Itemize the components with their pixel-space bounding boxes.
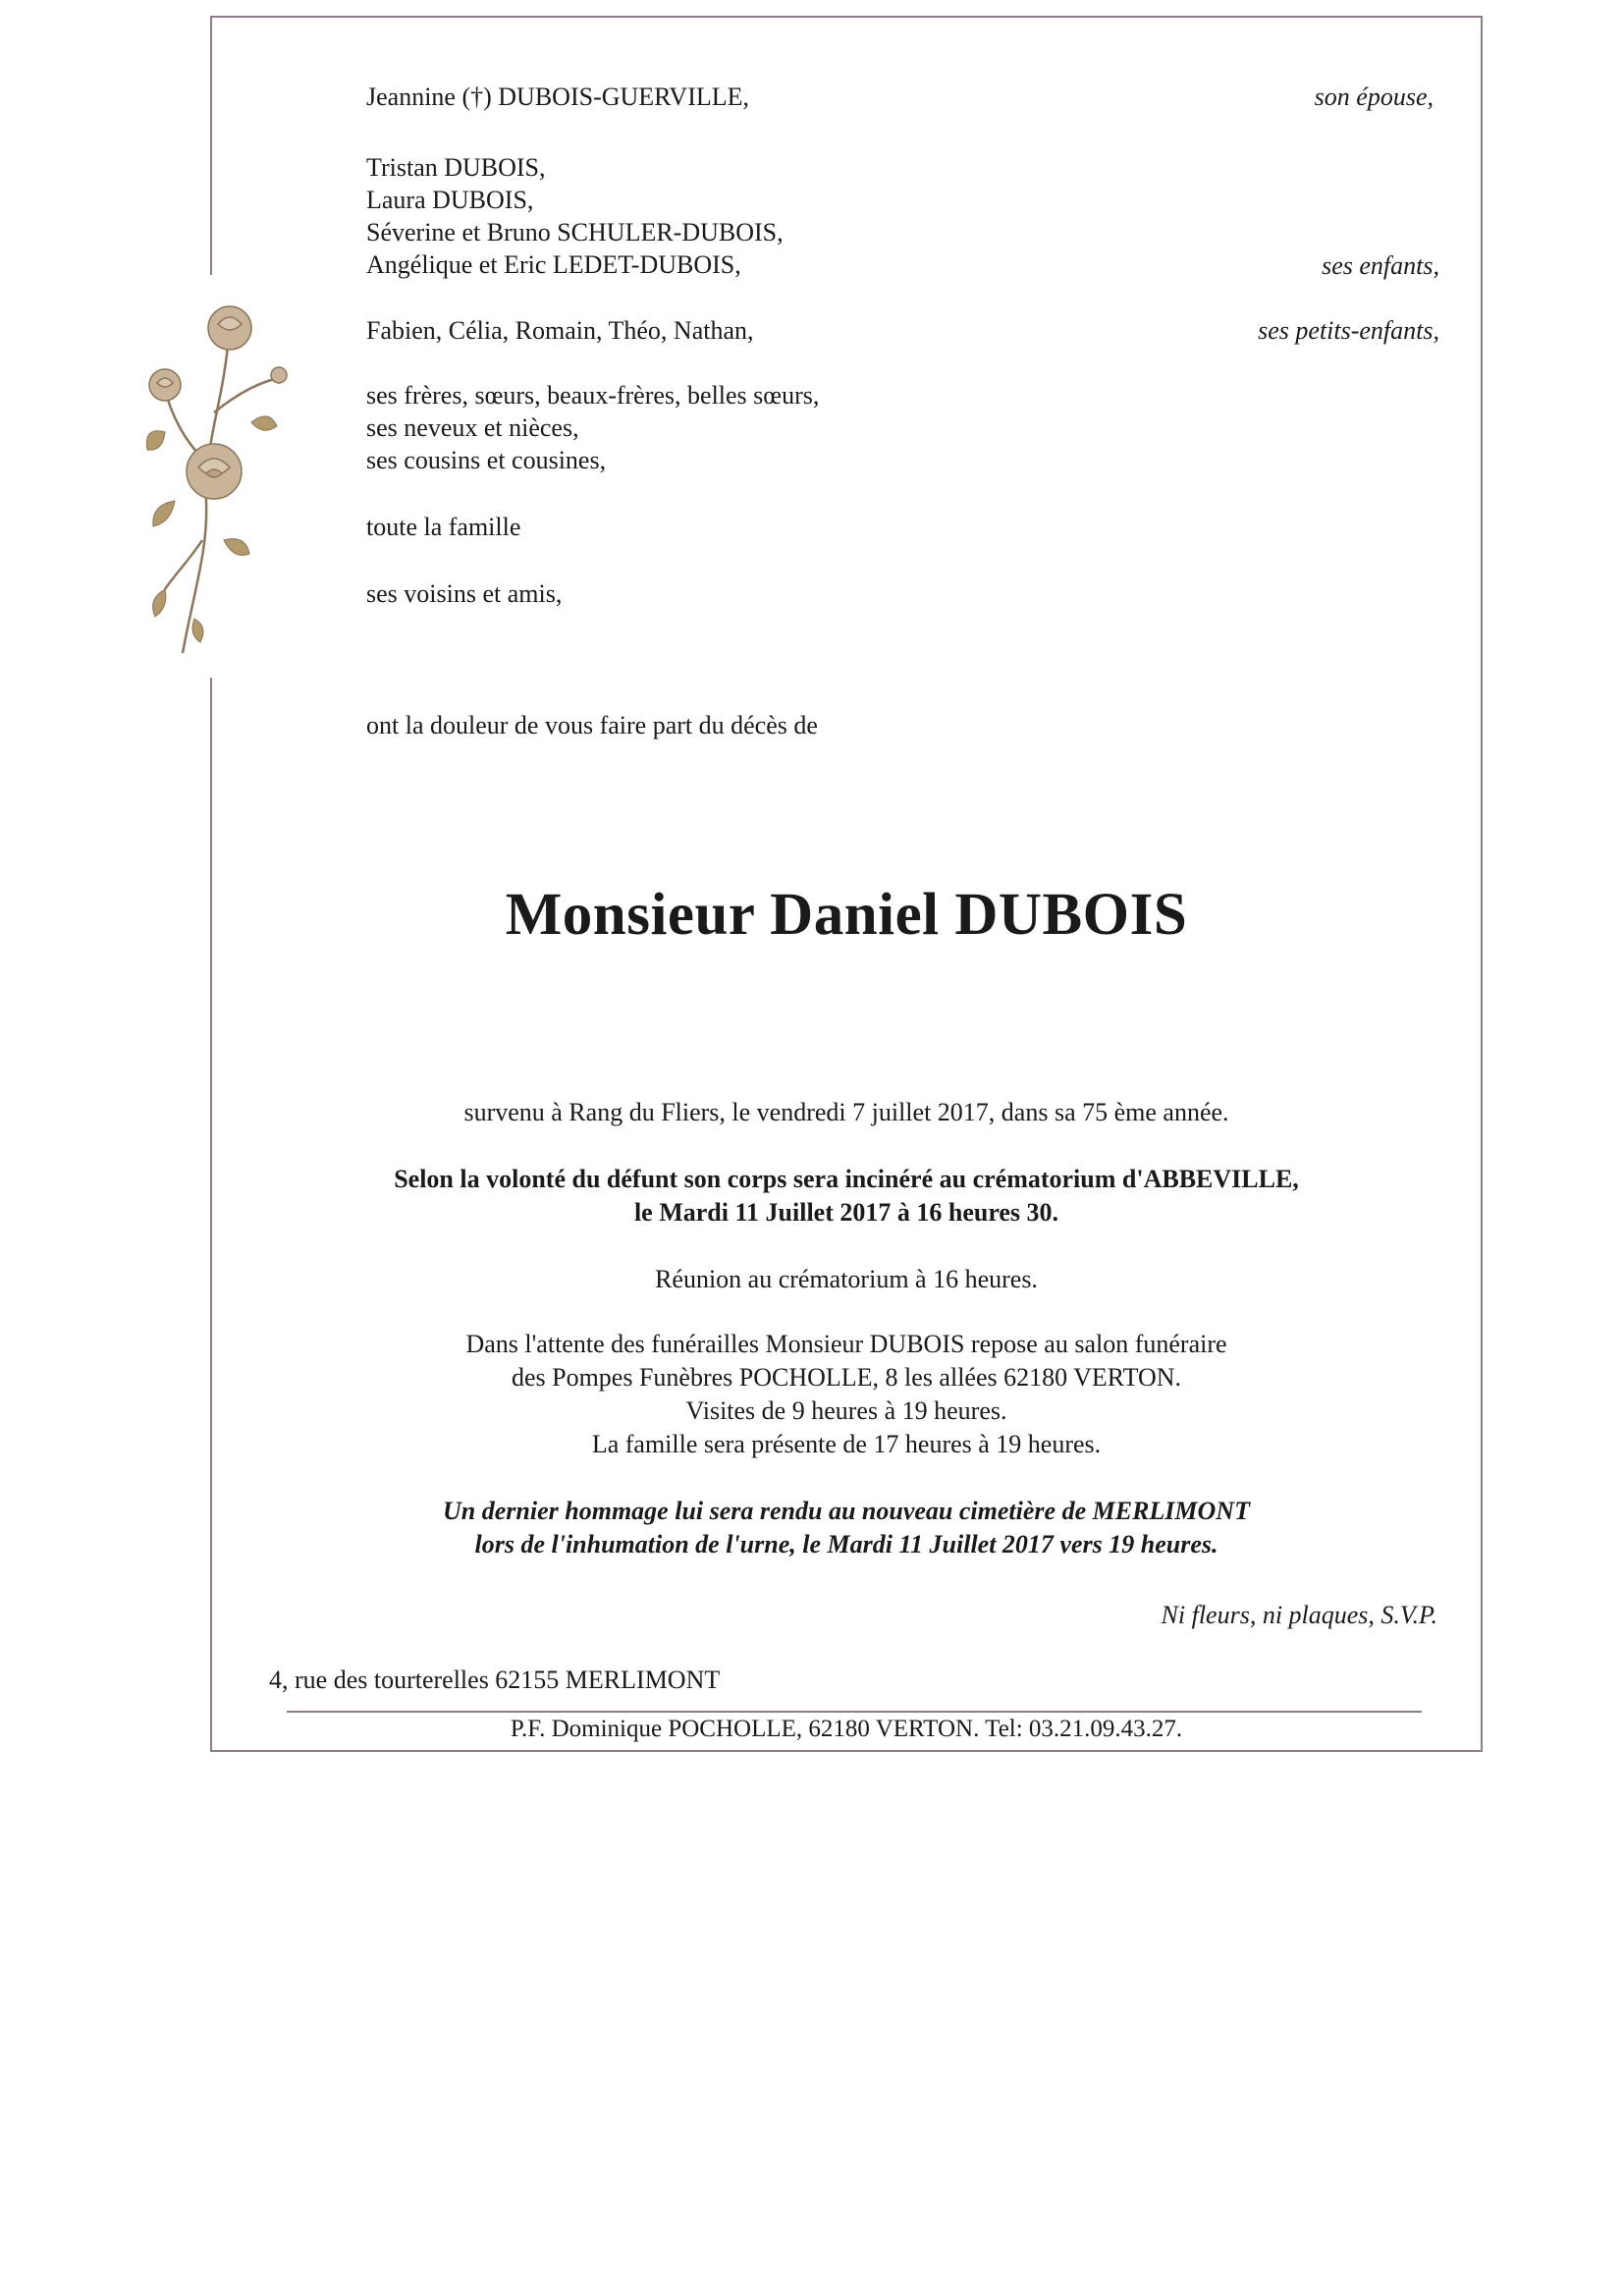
spouse-name: Jeannine (†) DUBOIS-GUERVILLE, [366,82,749,111]
grandchildren-relation: ses petits-enfants, [1258,316,1439,345]
child-4: Angélique et Eric LEDET-DUBOIS, [366,250,741,279]
deceased-name: Monsieur Daniel DUBOIS [505,882,1188,948]
rose-icon [135,295,293,658]
meeting-info: Réunion au crématorium à 16 heures. [655,1265,1038,1293]
relatives-3: ses cousins et cousines, [366,446,607,474]
tribute-1: Un dernier hommage lui sera rendu au nouveau cimetière de MERLIMONT [443,1497,1250,1525]
children-relation: ses enfants, [1322,251,1439,280]
cremation-line-1: Selon la volonté du défunt son corps sera incinéré au crématorium d'ABBEVILLE, [394,1165,1299,1193]
announcement: ont la douleur de vous faire part du décès de [366,711,818,739]
neighbors: ses voisins et amis, [366,579,563,608]
address: 4, rue des tourterelles 62155 MERLIMONT [269,1666,721,1694]
child-2: Laura DUBOIS, [366,186,534,214]
death-info: survenu à Rang du Fliers, le vendredi 7 juillet 2017, dans sa 75 ème année. [463,1098,1229,1126]
relatives-2: ses neveux et nièces, [366,413,579,442]
funeral-home-4: La famille sera présente de 17 heures à 19 heures. [591,1430,1102,1458]
funeral-home-3: Visites de 9 heures à 19 heures. [685,1396,1007,1425]
no-flowers: Ni fleurs, ni plaques, S.V.P. [1161,1601,1437,1629]
footer-contact: P.F. Dominique POCHOLLE, 62180 VERTON. Tel: 03.21.09.43.27. [510,1716,1183,1742]
grandchildren: Fabien, Célia, Romain, Théo, Nathan, [366,316,754,345]
spouse-relation: son épouse, [1314,82,1434,111]
cremation-line-2: le Mardi 11 Juillet 2017 à 16 heures 30. [633,1198,1059,1227]
child-1: Tristan DUBOIS, [366,153,546,182]
funeral-home-2: des Pompes Funèbres POCHOLLE, 8 les allées 62180 VERTON. [511,1363,1182,1392]
whole-family: toute la famille [366,513,521,541]
tribute-2: lors de l'inhumation de l'urne, le Mardi 11 Juillet 2017 vers 19 heures. [474,1530,1218,1558]
relatives-1: ses frères, sœurs, beaux-frères, belles sœurs, [366,381,820,410]
funeral-home-1: Dans l'attente des funérailles Monsieur DUBOIS repose au salon funéraire [465,1330,1227,1358]
child-3: Séverine et Bruno SCHULER-DUBOIS, [366,218,784,246]
